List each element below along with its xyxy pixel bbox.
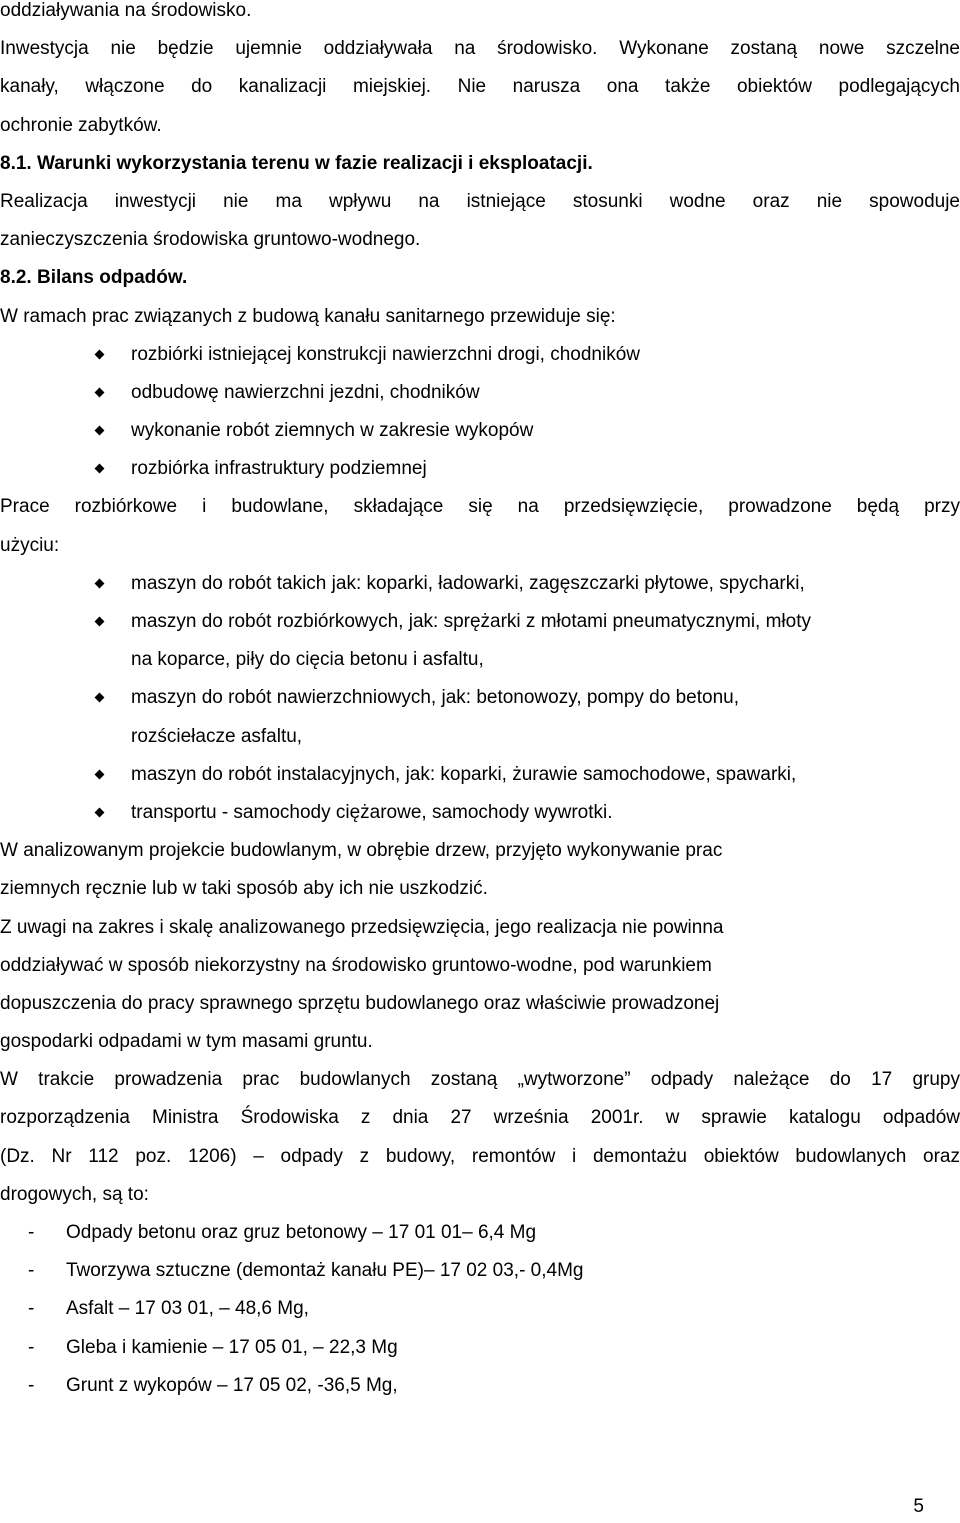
dash-marker: - (28, 1374, 35, 1396)
paragraph-line: gospodarki odpadami w tym masami gruntu. (0, 1031, 373, 1053)
section-heading-8-2: 8.2. Bilans odpadów. (0, 267, 188, 289)
diamond-bullet-icon (95, 769, 105, 779)
bullet-item (0, 794, 960, 832)
paragraph-line: oddziaływać w sposób niekorzystny na środowisko gruntowo-wodne, pod warunkiem (0, 954, 712, 976)
section-heading-8-1: 8.1. Warunki wykorzystania terenu w fazie realizacji i eksploatacji. (0, 152, 593, 174)
dash-marker: - (28, 1336, 35, 1358)
paragraph-line: Prace rozbiórkowe i budowlane, składające się na przedsięwzięcie, prowadzone będą przy (0, 496, 960, 518)
diamond-bullet-icon (95, 578, 105, 588)
bullet-text: maszyn do robót rozbiórkowych, jak: sprężarki z młotami pneumatycznymi, młoty (131, 611, 812, 632)
paragraph-line: Z uwagi na zakres i skalę analizowanego przedsięwzięcia, jego realizacja nie powinna (0, 916, 724, 938)
paragraph-line: (Dz. Nr 112 poz. 1206) – odpady z budowy, remontów i demontażu obiektów budowlanych oraz (0, 1145, 960, 1167)
waste-list-item (0, 1290, 960, 1328)
waste-list-item (0, 1214, 960, 1252)
bullet-text: rozbiórki istniejącej konstrukcji nawierzchni drogi, chodników (131, 343, 641, 365)
bullet-text: wykonanie robót ziemnych w zakresie wykopów (131, 420, 534, 442)
bullet-item (0, 374, 960, 412)
waste-list-text: Asfalt – 17 03 01, – 48,6 Mg, (66, 1298, 309, 1320)
diamond-bullet-icon (95, 693, 105, 703)
bullet-text: maszyn do robót takich jak: koparki, ładowarki, zagęszczarki płytowe, spycharki, (131, 572, 805, 594)
diamond-bullet-icon (95, 426, 105, 436)
paragraph-line: Realizacja inwestycji nie ma wpływu na istniejące stosunki wodne oraz nie spowoduje (0, 190, 960, 212)
bullet-continuation: na koparce, piły do cięcia betonu i asfaltu, (131, 649, 484, 671)
bullet-continuation: rozściełacze asfaltu, (131, 725, 303, 747)
bullet-item (0, 679, 960, 717)
bullet-text: maszyn do robót nawierzchniowych, jak: betonowozy, pompy do betonu, (131, 687, 739, 709)
bullet-item (0, 412, 960, 450)
bullet-text: transportu - samochody ciężarowe, samochody wywrotki. (131, 801, 613, 823)
paragraph-line: zanieczyszczenia środowiska gruntowo-wodnego. (0, 229, 421, 251)
waste-list-text: Tworzywa sztuczne (demontaż kanału PE)– 17 02 03,- 0,4Mg (66, 1260, 584, 1282)
page-number: 5 (913, 1496, 924, 1517)
paragraph-line: W ramach prac związanych z budową kanału sanitarnego przewiduje się: (0, 305, 616, 327)
bullet-item (0, 603, 960, 641)
bullet-text: rozbiórka infrastruktury podziemnej (131, 458, 427, 480)
diamond-bullet-icon (95, 464, 105, 474)
waste-list-text: Grunt z wykopów – 17 05 02, -36,5 Mg, (66, 1374, 398, 1396)
dash-marker: - (28, 1222, 35, 1243)
diamond-bullet-icon (95, 387, 105, 397)
diamond-bullet-icon (95, 807, 105, 817)
paragraph-line: kanały, włączone do kanalizacji miejskiej. Nie narusza ona także obiektów podlegających (0, 76, 960, 98)
paragraph-line: oddziaływania na środowisko. (0, 0, 252, 21)
bullet-text: odbudowę nawierzchni jezdni, chodników (131, 381, 480, 403)
bullet-item (0, 756, 960, 794)
diamond-bullet-icon (95, 349, 105, 359)
waste-list-text: Gleba i kamienie – 17 05 01, – 22,3 Mg (66, 1336, 398, 1358)
paragraph-line: użyciu: (0, 534, 60, 556)
bullet-item (0, 450, 960, 488)
paragraph-line: ochronie zabytków. (0, 114, 162, 136)
bullet-text: maszyn do robót instalacyjnych, jak: koparki, żurawie samochodowe, spawarki, (131, 763, 797, 785)
bullet-item (0, 336, 960, 374)
waste-list-text: Odpady betonu oraz gruz betonowy – 17 01 01– 6,4 Mg (66, 1222, 537, 1243)
dash-marker: - (28, 1298, 35, 1320)
waste-list-item (0, 1252, 960, 1290)
waste-list-item (0, 1367, 960, 1405)
paragraph-line: Inwestycja nie będzie ujemnie oddziaływała na środowisko. Wykonane zostaną nowe szczelne (0, 38, 960, 60)
paragraph-line: dopuszczenia do pracy sprawnego sprzętu budowlanego oraz właściwie prowadzonej (0, 992, 720, 1014)
paragraph-line: rozporządzenia Ministra Środowiska z dnia 27 września 2001r. w sprawie katalogu odpadów (0, 1107, 960, 1129)
paragraph-line: ziemnych ręcznie lub w taki sposób aby ich nie uszkodzić. (0, 878, 488, 900)
bullet-item (0, 565, 960, 603)
paragraph-line: W analizowanym projekcie budowlanym, w obrębie drzew, przyjęto wykonywanie prac (0, 840, 723, 862)
paragraph-line: drogowych, są to: (0, 1183, 149, 1205)
diamond-bullet-icon (95, 617, 105, 627)
dash-marker: - (28, 1260, 35, 1282)
paragraph-line: W trakcie prowadzenia prac budowlanych zostaną „wytworzone” odpady należące do 17 grupy (0, 1069, 960, 1091)
waste-list-item (0, 1329, 960, 1367)
